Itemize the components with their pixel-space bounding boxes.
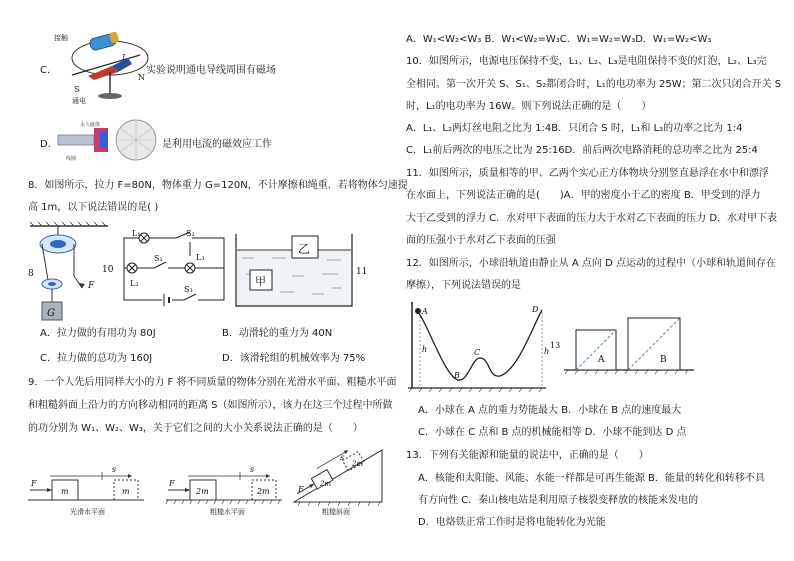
track-figure xyxy=(404,298,561,394)
switch-label: S xyxy=(74,85,80,94)
q11-line2: 在水面上，下列说法正确的是( )A．甲的密度小于乙的密度 B．甲受到的浮力 xyxy=(406,190,761,201)
q12-options-cd: C．小球在 C 点和 B 点的机械能相等 D．小球不能到达 D 点 xyxy=(418,427,687,438)
fig9c-mass-dashed: 2m xyxy=(352,460,364,468)
q10-options-cd: C．L₁前后两次的电压之比为 25:16D．前后两次电路消耗的总功率之比为 25:4 xyxy=(406,145,758,156)
q12-line1: 12．如图所示，小球沿轨道由静止从 A 点向 D 点运动的过程中（小球和轨道间存在 xyxy=(406,258,776,269)
north-label: N xyxy=(138,73,145,82)
block-yi-label: 乙 xyxy=(298,242,311,256)
q11-line3: 大于乙受到的浮力 C．水对甲下表面的压力大于水对乙下表面的压力 D．水对甲下表 xyxy=(406,213,778,224)
q11-line4: 面的压强小于水对乙下表面的压强 xyxy=(406,235,556,246)
fig9a-mass-dashed: m xyxy=(122,487,130,496)
oersted-experiment-figure xyxy=(52,28,150,104)
q8-option-a: A．拉力做的有用功为 80J xyxy=(40,328,156,339)
fig9a-distance: s xyxy=(112,465,117,474)
q9-line2: 和粗糙斜面上沿力的方向移动相同的距离 S（如图所示），该力在这三个过程中所做 xyxy=(28,400,393,411)
fig10-s3: S₃ xyxy=(184,285,193,294)
option-d-text: 是利用电流的磁效应工作 xyxy=(162,139,272,150)
q8-option-d: D．该滑轮组的机械效率为 75% xyxy=(222,353,366,364)
magnet-label: 永久磁体 xyxy=(80,122,101,128)
block-a-label: A xyxy=(598,355,605,365)
height-h-left: h xyxy=(422,345,428,354)
q8-option-c: C．拉力做的总功为 160J xyxy=(40,353,153,364)
fig10-l1: L₁ xyxy=(132,229,141,238)
fig9a-mass: m xyxy=(61,487,69,496)
force-f-label: F xyxy=(88,281,95,291)
fig10-l2: L₂ xyxy=(130,279,139,288)
q9-answer-options: A．W₁<W₂<W₃ B．W₁<W₂=W₃C．W₁=W₂=W₃D．W₁=W₂<W₃ xyxy=(406,34,712,45)
circuit-figure xyxy=(102,228,230,310)
smooth-plane-caption: 光滑水平面 xyxy=(70,508,105,516)
fig9b-mass: 2m xyxy=(196,487,209,496)
option-c-text: 实验说明通电导线周围有磁场 xyxy=(146,65,276,76)
q9-line1: 9．一个人先后用同样大小的力 F 将不同质量的物体分别在光滑水平面、粗糙水平面 xyxy=(28,377,397,388)
point-a-label: A xyxy=(422,307,428,316)
coil-label: 线圈 xyxy=(66,156,77,162)
fig8-number: 8 xyxy=(28,269,34,279)
block-jia-label: 甲 xyxy=(255,275,266,288)
q10-line1: 10．如图所示，电源电压保持不变，L₁、L₂、L₃是电阻保持不变的灯泡，L₂、L₃完 xyxy=(406,56,767,67)
fig9b-distance: s xyxy=(250,465,255,474)
q12-options-ab: A．小球在 A 点的重力势能最大 B．小球在 B 点的速度最大 xyxy=(418,405,682,416)
q9-line3: 的功分别为 W₁、W₂、W₃，关于它们之间的大小关系说法正确的是（ ） xyxy=(28,423,363,434)
q8-option-b: B．动滑轮的重力为 40N xyxy=(222,328,333,339)
water-tank-figure xyxy=(232,230,382,310)
contact-label: 接触 xyxy=(54,34,68,42)
q13-line2: A．核能和太阳能、风能、水能一样都是可再生能源 B．能量的转化和转移不具 xyxy=(418,473,765,484)
q10-line2: 全相同。第一次开关 S、S₁、S₂都闭合时，L₁的电功率为 25W；第二次只闭合开关 S xyxy=(406,79,782,90)
microphone-figure xyxy=(56,118,162,162)
fig9c-force: F xyxy=(298,485,304,494)
current-label: I xyxy=(122,53,126,62)
option-c-letter: C． xyxy=(40,65,57,76)
fig10-number: 10 xyxy=(102,265,114,275)
fig9b-force: F xyxy=(169,479,175,488)
fig9a-force: F xyxy=(31,479,37,488)
q8-line1: 8．如图所示，拉力 F=80N，物体重力 G=120N，不计摩擦和绳重．若将物体匀速提 xyxy=(28,180,408,191)
fig13-number: 13 xyxy=(550,341,561,350)
q8-line2: 高 1m，以下说法错误的是( ) xyxy=(28,202,159,213)
rough-plane-caption: 粗糙水平面 xyxy=(210,508,245,516)
height-h-right: h xyxy=(544,347,550,356)
fig9c-distance: s xyxy=(340,453,345,462)
fig10-s1: S₁ xyxy=(154,254,163,263)
fig9b-mass-dashed: 2m xyxy=(257,487,270,496)
fig11-number: 11 xyxy=(356,267,368,277)
powered-label: 通电 xyxy=(72,97,86,105)
pulley-figure xyxy=(28,222,110,326)
rough-incline-figure xyxy=(290,446,390,510)
q13-line1: 13．下列有关能源和能量的说法中，正确的是（ ） xyxy=(406,450,649,461)
q11-line1: 11．如图所示，质量相等的甲、乙两个实心正方体物块分别竖直悬浮在水中和漂浮 xyxy=(406,168,769,179)
fig10-s2: S₂ xyxy=(186,229,195,238)
point-b-label: B xyxy=(454,371,460,380)
fig10-l3: L₃ xyxy=(196,253,205,262)
fig9c-mass: 2m xyxy=(320,480,332,488)
q10-line3: 时，L₁的电功率为 16W。则下列说法正确的是（ ） xyxy=(406,101,652,112)
point-d-label: D xyxy=(532,305,539,314)
blocks-figure xyxy=(562,314,696,378)
q13-line3: 有方向性 C．秦山核电站是利用原子核裂变释放的核能来发电的 xyxy=(418,495,699,506)
q12-line2: 摩擦），下列说法错误的是 xyxy=(406,280,521,291)
block-b-label: B xyxy=(660,355,667,365)
rough-incline-caption: 粗糙斜面 xyxy=(322,508,350,516)
point-c-label: C xyxy=(474,348,481,357)
weight-g-label: G xyxy=(47,308,55,319)
q10-options-ab: A．L₁、L₂两灯丝电阻之比为 1:4B．只闭合 S 时，L₁和 L₃的功率之比为 1:4 xyxy=(406,123,743,134)
q13-line4: D．电烙铁正常工作时是将电能转化为光能 xyxy=(418,517,606,528)
option-d-letter: D． xyxy=(40,139,58,150)
